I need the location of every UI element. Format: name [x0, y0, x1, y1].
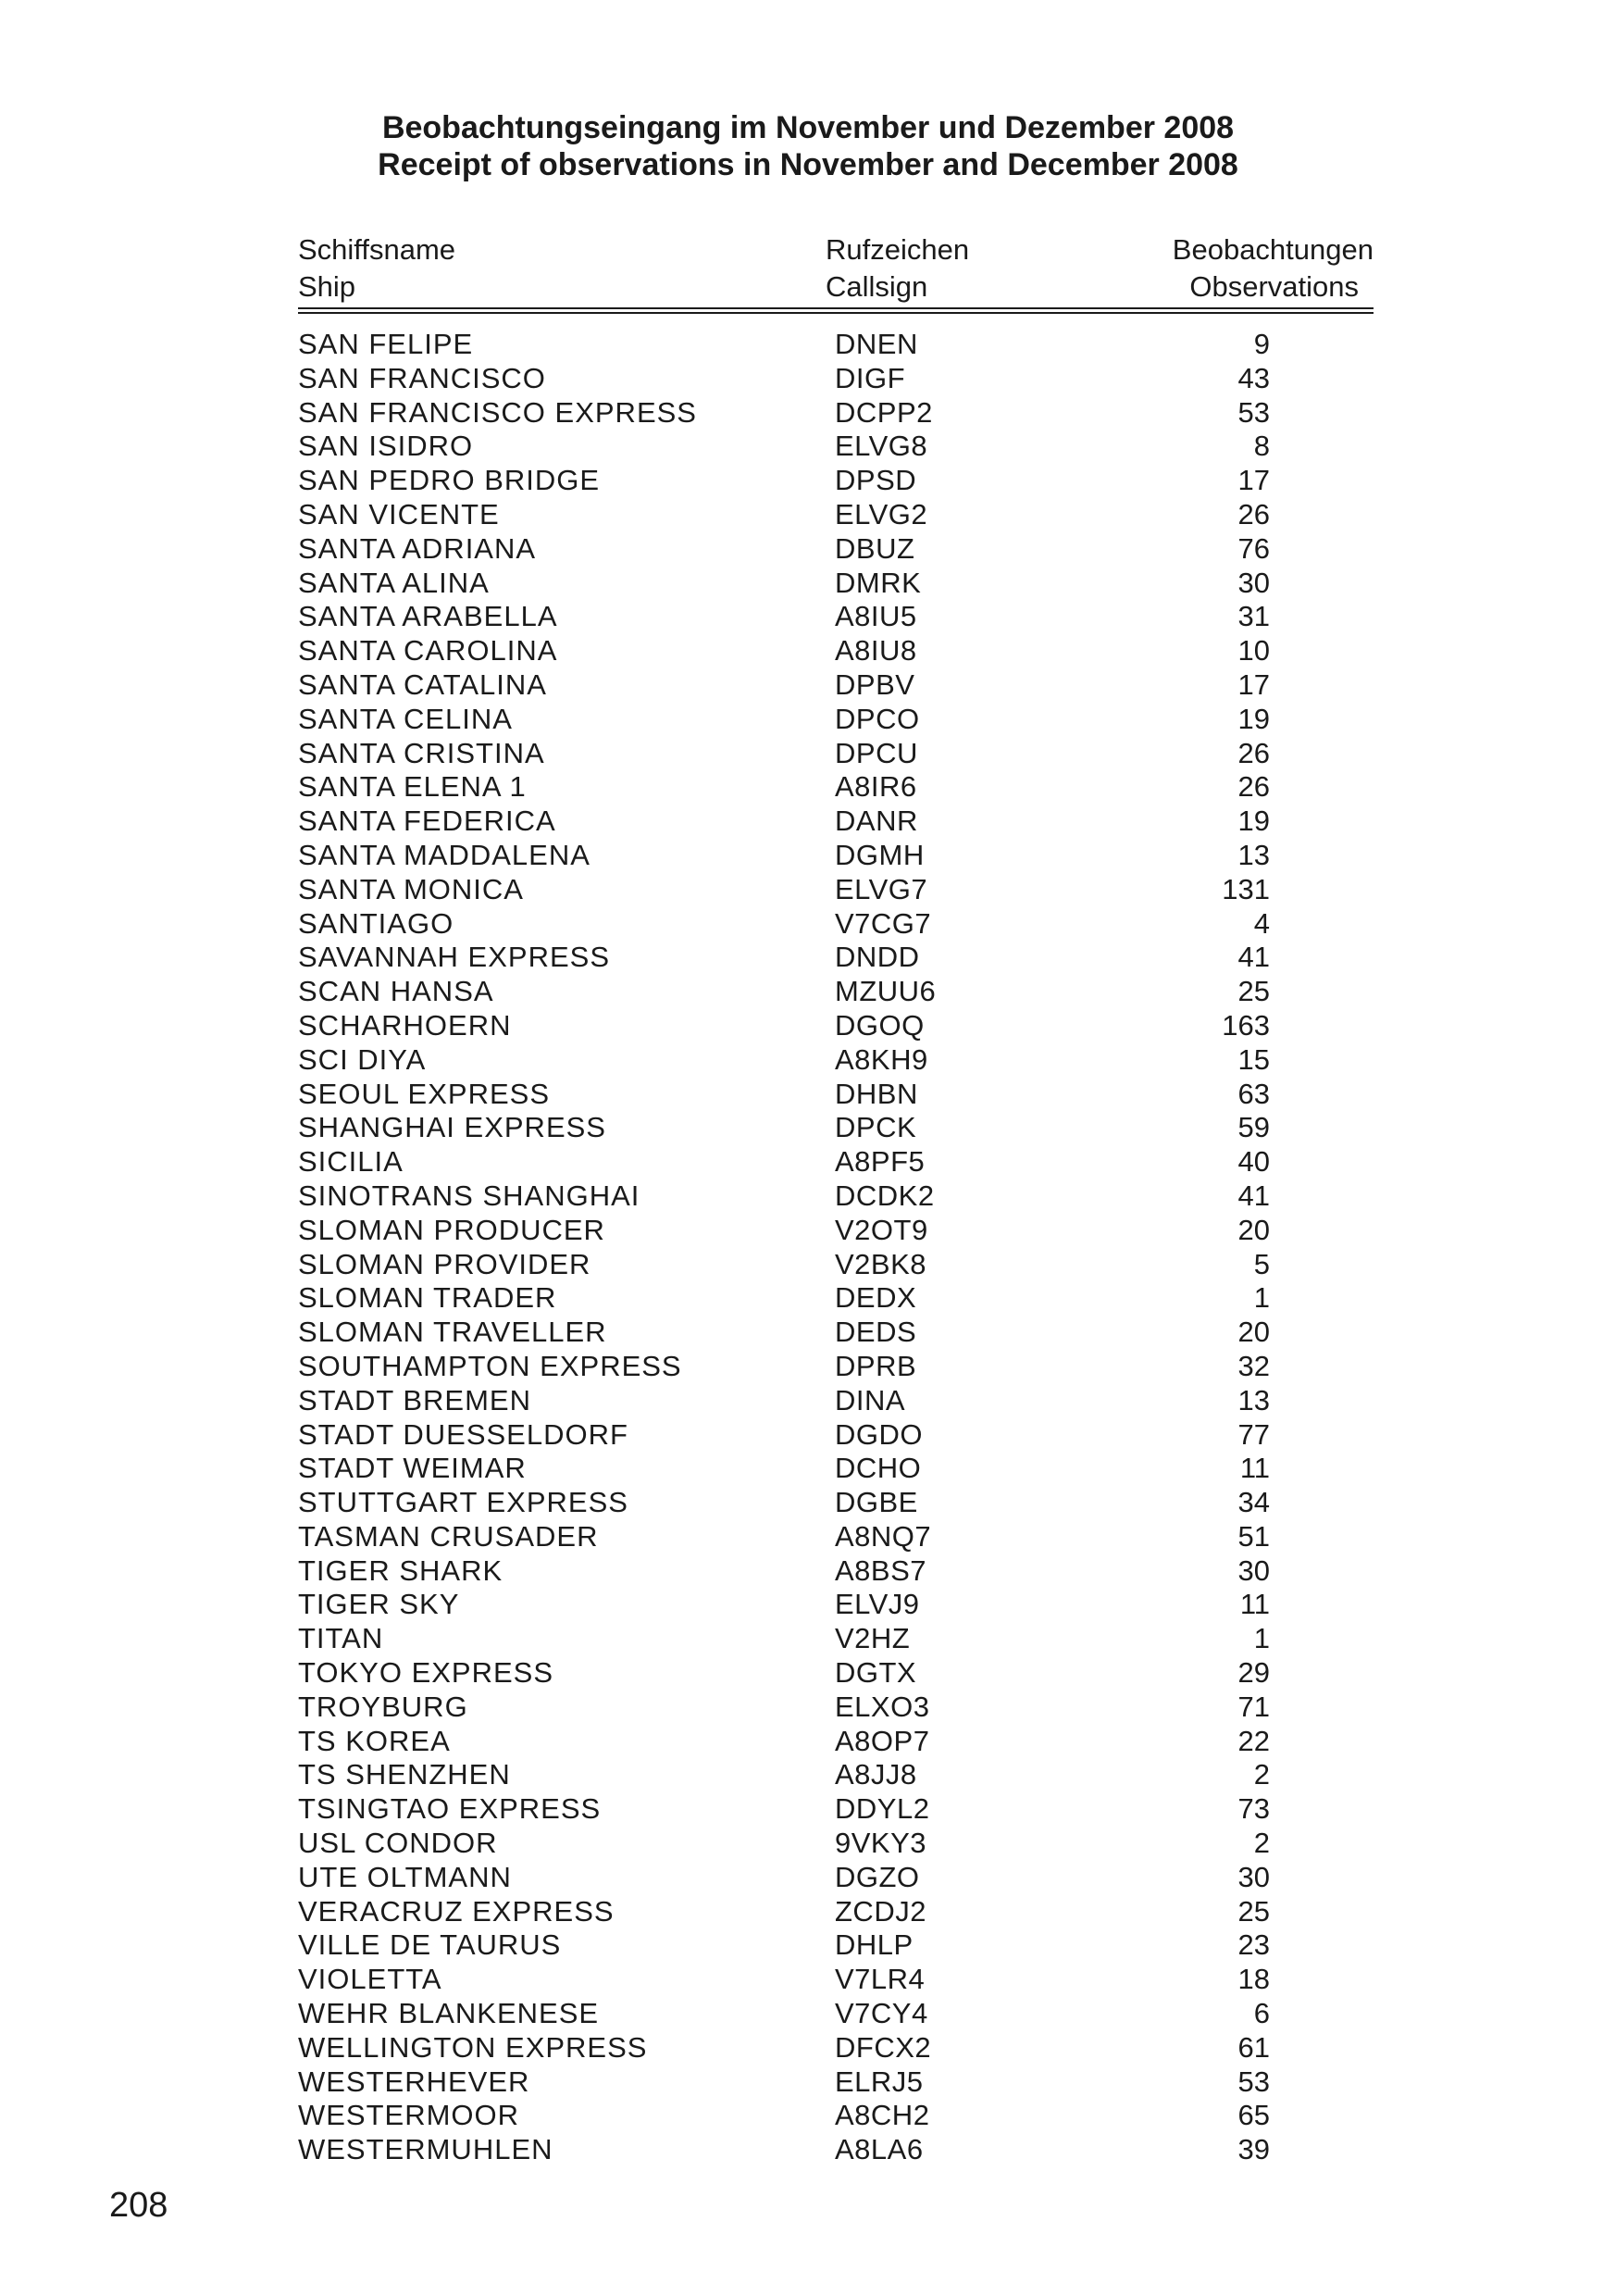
observations-cell: 61 — [1237, 2030, 1270, 2064]
ship-name-cell: WELLINGTON EXPRESS — [298, 2030, 648, 2064]
observations-cell: 11 — [1239, 1452, 1270, 1485]
observations-cell: 19 — [1237, 805, 1270, 838]
ship-name-cell: STADT BREMEN — [298, 1383, 531, 1416]
table-row — [298, 396, 1270, 430]
ship-name-cell: SANTA ELENA 1 — [298, 770, 527, 804]
observations-cell: 30 — [1237, 1860, 1270, 1893]
table-row — [298, 1214, 1270, 1248]
ship-name-cell: SAN PEDRO BRIDGE — [298, 464, 601, 497]
table-row — [298, 2065, 1270, 2100]
callsign-cell: DANR — [835, 805, 918, 838]
callsign-cell: V7LR4 — [835, 1963, 926, 1996]
observations-cell: 1 — [1253, 1622, 1270, 1655]
callsign-cell: MZUU6 — [835, 975, 937, 1008]
table-row — [298, 805, 1270, 839]
callsign-cell: ELVG2 — [835, 497, 928, 530]
callsign-cell: ELRJ5 — [835, 2065, 924, 2098]
observations-cell: 26 — [1237, 770, 1270, 804]
ship-name-cell: SINOTRANS SHANGHAI — [298, 1179, 640, 1212]
ship-name-cell: SANTA ARABELLA — [298, 600, 558, 633]
observations-cell: 29 — [1237, 1656, 1270, 1690]
observations-cell: 59 — [1237, 1111, 1270, 1144]
callsign-cell: V2HZ — [835, 1622, 911, 1655]
observations-cell: 17 — [1237, 464, 1270, 497]
callsign-cell: ZCDJ2 — [835, 1894, 926, 1928]
page-title-english: Receipt of observations in November and December 2008 — [378, 147, 1238, 182]
table-row — [298, 1043, 1270, 1078]
header-ship-english: Ship — [298, 270, 356, 303]
observations-cell: 5 — [1253, 1247, 1270, 1280]
callsign-cell: DPBV — [835, 668, 915, 701]
callsign-cell: A8PF5 — [835, 1145, 926, 1179]
callsign-cell: DPSD — [835, 464, 917, 497]
table-row — [298, 1248, 1270, 1282]
ship-name-cell: SLOMAN TRAVELLER — [298, 1316, 607, 1349]
callsign-cell: A8IU8 — [835, 634, 917, 668]
header-callsign-english: Callsign — [826, 270, 928, 303]
ship-name-cell: SAN FRANCISCO EXPRESS — [298, 395, 697, 429]
table-row — [298, 567, 1270, 601]
table-row — [298, 498, 1270, 532]
table-row — [298, 1588, 1270, 1622]
observations-cell: 13 — [1237, 1383, 1270, 1416]
ship-name-cell: STADT WEIMAR — [298, 1452, 527, 1485]
ship-name-cell: SAN VICENTE — [298, 497, 500, 530]
callsign-cell: DGZO — [835, 1860, 920, 1893]
ship-name-cell: SAN FRANCISCO — [298, 361, 546, 394]
table-row — [298, 1111, 1270, 1145]
ship-name-cell: VIOLETTA — [298, 1963, 442, 1996]
table-row — [298, 703, 1270, 737]
table-row — [298, 1861, 1270, 1895]
ship-name-cell: TOKYO EXPRESS — [298, 1656, 554, 1690]
observations-cell: 20 — [1237, 1213, 1270, 1246]
table-row — [298, 1418, 1270, 1453]
observations-table — [298, 328, 1270, 2167]
ship-name-cell: SAN ISIDRO — [298, 430, 474, 463]
table-row — [298, 1963, 1270, 1997]
observations-cell: 25 — [1237, 975, 1270, 1008]
ship-name-cell: SLOMAN PROVIDER — [298, 1247, 591, 1280]
ship-name-cell: SANTA CATALINA — [298, 668, 547, 701]
header-observations-english: Observations — [1189, 270, 1359, 303]
callsign-cell: DGMH — [835, 838, 925, 871]
table-row — [298, 1827, 1270, 1861]
observations-cell: 43 — [1237, 361, 1270, 394]
callsign-cell: DPRB — [835, 1349, 917, 1382]
ship-name-cell: TS SHENZHEN — [298, 1758, 511, 1791]
callsign-cell: DFCX2 — [835, 2030, 932, 2064]
table-row — [298, 770, 1270, 805]
observations-cell: 26 — [1237, 497, 1270, 530]
ship-name-cell: SLOMAN PRODUCER — [298, 1213, 605, 1246]
header-callsign-german: Rufzeichen — [826, 233, 970, 266]
observations-cell: 11 — [1239, 1588, 1270, 1621]
table-row — [298, 737, 1270, 771]
observations-cell: 4 — [1253, 906, 1270, 940]
ship-name-cell: VILLE DE TAURUS — [298, 1928, 562, 1962]
table-row — [298, 362, 1270, 396]
ship-name-cell: WESTERHEVER — [298, 2065, 530, 2098]
ship-name-cell: TIGER SKY — [298, 1588, 460, 1621]
table-row — [298, 600, 1270, 634]
observations-cell: 63 — [1237, 1077, 1270, 1110]
table-row — [298, 1452, 1270, 1486]
callsign-cell: DBUZ — [835, 531, 915, 565]
observations-cell: 76 — [1237, 531, 1270, 565]
ship-name-cell: SANTA CAROLINA — [298, 634, 558, 668]
ship-name-cell: VERACRUZ EXPRESS — [298, 1894, 615, 1928]
table-row — [298, 1895, 1270, 1929]
table-row — [298, 1997, 1270, 2031]
callsign-cell: A8JJ8 — [835, 1758, 917, 1791]
observations-cell: 41 — [1237, 1179, 1270, 1212]
ship-name-cell: TROYBURG — [298, 1690, 468, 1723]
callsign-cell: V2BK8 — [835, 1247, 927, 1280]
observations-cell: 40 — [1237, 1145, 1270, 1179]
page-number: 208 — [109, 2186, 168, 2225]
table-row — [298, 839, 1270, 873]
table-row — [298, 873, 1270, 907]
callsign-cell: DDYL2 — [835, 1792, 930, 1826]
observations-cell: 34 — [1237, 1486, 1270, 1519]
observations-cell: 25 — [1237, 1894, 1270, 1928]
ship-name-cell: SANTA ALINA — [298, 566, 490, 599]
callsign-cell: 9VKY3 — [835, 1827, 927, 1860]
ship-name-cell: SANTA ADRIANA — [298, 531, 537, 565]
table-row — [298, 430, 1270, 464]
callsign-cell: DEDX — [835, 1281, 917, 1315]
callsign-cell: A8IR6 — [835, 770, 917, 804]
callsign-cell: DCHO — [835, 1452, 922, 1485]
callsign-cell: DIGF — [835, 361, 906, 394]
table-row — [298, 1384, 1270, 1418]
table-row — [298, 975, 1270, 1009]
table-row — [298, 1622, 1270, 1656]
ship-name-cell: SCAN HANSA — [298, 975, 494, 1008]
table-header — [298, 231, 1374, 306]
callsign-cell: DMRK — [835, 566, 922, 599]
callsign-cell: DNEN — [835, 328, 918, 360]
table-row — [298, 668, 1270, 703]
ship-name-cell: SANTA FEDERICA — [298, 805, 556, 838]
observations-cell: 2 — [1253, 1758, 1270, 1791]
table-row — [298, 634, 1270, 668]
table-row — [298, 1520, 1270, 1554]
ship-name-cell: TSINGTAO EXPRESS — [298, 1792, 602, 1826]
callsign-cell: DGDO — [835, 1417, 923, 1451]
table-row — [298, 464, 1270, 498]
callsign-cell: ELVG8 — [835, 430, 928, 463]
table-row — [298, 532, 1270, 567]
ship-name-cell: USL CONDOR — [298, 1827, 498, 1860]
observations-cell: 30 — [1237, 566, 1270, 599]
callsign-cell: ELVG7 — [835, 872, 928, 905]
observations-cell: 131 — [1222, 872, 1270, 905]
ship-name-cell: UTE OLTMANN — [298, 1860, 512, 1893]
ship-name-cell: STADT DUESSELDORF — [298, 1417, 628, 1451]
table-row — [298, 1179, 1270, 1214]
callsign-cell: DPCK — [835, 1111, 917, 1144]
table-row — [298, 1691, 1270, 1725]
observations-cell: 1 — [1253, 1281, 1270, 1315]
ship-name-cell: SEOUL EXPRESS — [298, 1077, 551, 1110]
observations-cell: 6 — [1253, 1997, 1270, 2030]
table-row — [298, 1656, 1270, 1691]
ship-name-cell: WESTERMOOR — [298, 2099, 520, 2132]
observations-cell: 15 — [1237, 1042, 1270, 1076]
observations-cell: 53 — [1237, 2065, 1270, 2098]
observations-cell: 2 — [1253, 1827, 1270, 1860]
ship-name-cell: TASMAN CRUSADER — [298, 1519, 599, 1553]
table-row — [298, 1725, 1270, 1759]
callsign-cell: V7CG7 — [835, 906, 932, 940]
callsign-cell: DINA — [835, 1383, 906, 1416]
ship-name-cell: TS KOREA — [298, 1724, 451, 1757]
callsign-cell: ELVJ9 — [835, 1588, 920, 1621]
callsign-cell: A8BS7 — [835, 1554, 927, 1587]
callsign-cell: A8CH2 — [835, 2099, 930, 2132]
observations-cell: 20 — [1237, 1316, 1270, 1349]
table-row — [298, 1792, 1270, 1827]
observations-cell: 10 — [1237, 634, 1270, 668]
observations-cell: 32 — [1237, 1349, 1270, 1382]
header-observations-german: Beobachtungen — [1172, 233, 1374, 266]
observations-cell: 53 — [1237, 395, 1270, 429]
observations-cell: 26 — [1237, 736, 1270, 769]
ship-name-cell: SANTIAGO — [298, 906, 454, 940]
ship-name-cell: SAN FELIPE — [298, 328, 474, 360]
ship-name-cell: SANTA MADDALENA — [298, 838, 590, 871]
table-row — [298, 2031, 1270, 2065]
observations-cell: 39 — [1237, 2133, 1270, 2166]
ship-name-cell: SCI DIYA — [298, 1042, 427, 1076]
observations-cell: 18 — [1237, 1963, 1270, 1996]
ship-name-cell: SHANGHAI EXPRESS — [298, 1111, 606, 1144]
table-row — [298, 1486, 1270, 1520]
ship-name-cell: TITAN — [298, 1622, 384, 1655]
header-divider-bottom — [298, 312, 1374, 314]
ship-name-cell: TIGER SHARK — [298, 1554, 503, 1587]
ship-name-cell: SANTA MONICA — [298, 872, 524, 905]
table-row — [298, 1758, 1270, 1792]
observations-cell: 22 — [1237, 1724, 1270, 1757]
header-ship-german: Schiffsname — [298, 233, 456, 266]
observations-cell: 163 — [1222, 1008, 1270, 1042]
observations-cell: 41 — [1237, 941, 1270, 974]
table-row — [298, 907, 1270, 942]
table-row — [298, 1928, 1270, 1963]
callsign-cell: V7CY4 — [835, 1997, 928, 2030]
callsign-cell: DPCO — [835, 702, 920, 735]
callsign-cell: A8KH9 — [835, 1042, 928, 1076]
observations-cell: 23 — [1237, 1928, 1270, 1962]
ship-name-cell: SCHARHOERN — [298, 1008, 512, 1042]
table-row — [298, 1078, 1270, 1112]
callsign-cell: DGBE — [835, 1486, 918, 1519]
callsign-cell: DPCU — [835, 736, 918, 769]
observations-cell: 30 — [1237, 1554, 1270, 1587]
callsign-cell: DNDD — [835, 941, 920, 974]
observations-cell: 31 — [1237, 600, 1270, 633]
callsign-cell: DCDK2 — [835, 1179, 935, 1212]
ship-name-cell: WEHR BLANKENESE — [298, 1997, 600, 2030]
callsign-cell: A8IU5 — [835, 600, 917, 633]
observations-cell: 13 — [1237, 838, 1270, 871]
ship-name-cell: WESTERMUHLEN — [298, 2133, 553, 2166]
observations-cell: 51 — [1237, 1519, 1270, 1553]
callsign-cell: DHLP — [835, 1928, 914, 1962]
callsign-cell: DEDS — [835, 1316, 917, 1349]
callsign-cell: DHBN — [835, 1077, 918, 1110]
table-row — [298, 2133, 1270, 2167]
callsign-cell: A8OP7 — [835, 1724, 930, 1757]
table-row — [298, 328, 1270, 362]
observations-cell: 71 — [1237, 1690, 1270, 1723]
table-row — [298, 1350, 1270, 1384]
table-row — [298, 1009, 1270, 1043]
callsign-cell: V2OT9 — [835, 1213, 928, 1246]
callsign-cell: ELXO3 — [835, 1690, 930, 1723]
ship-name-cell: SOUTHAMPTON EXPRESS — [298, 1349, 682, 1382]
observations-cell: 77 — [1237, 1417, 1270, 1451]
observations-cell: 65 — [1237, 2099, 1270, 2132]
ship-name-cell: STUTTGART EXPRESS — [298, 1486, 628, 1519]
ship-name-cell: SANTA CELINA — [298, 702, 513, 735]
page-title-german: Beobachtungseingang im November und Dezember 2008 — [381, 110, 1235, 145]
callsign-cell: A8NQ7 — [835, 1519, 932, 1553]
ship-name-cell: SAVANNAH EXPRESS — [298, 941, 611, 974]
ship-name-cell: SLOMAN TRADER — [298, 1281, 557, 1315]
observations-cell: 17 — [1237, 668, 1270, 701]
ship-name-cell: SANTA CRISTINA — [298, 736, 545, 769]
observations-cell: 19 — [1237, 702, 1270, 735]
callsign-cell: DGOQ — [835, 1008, 925, 1042]
callsign-cell: DCPP2 — [835, 395, 933, 429]
table-row — [298, 1554, 1270, 1589]
observations-cell: 9 — [1253, 328, 1270, 360]
table-row — [298, 941, 1270, 975]
observations-cell: 73 — [1237, 1792, 1270, 1826]
ship-name-cell: SICILIA — [298, 1145, 404, 1179]
table-row — [298, 1281, 1270, 1316]
callsign-cell: A8LA6 — [835, 2133, 924, 2166]
header-divider-top — [298, 307, 1374, 309]
table-row — [298, 2099, 1270, 2133]
callsign-cell: DGTX — [835, 1656, 917, 1690]
table-row — [298, 1145, 1270, 1179]
table-row — [298, 1316, 1270, 1350]
observations-cell: 8 — [1253, 430, 1270, 463]
